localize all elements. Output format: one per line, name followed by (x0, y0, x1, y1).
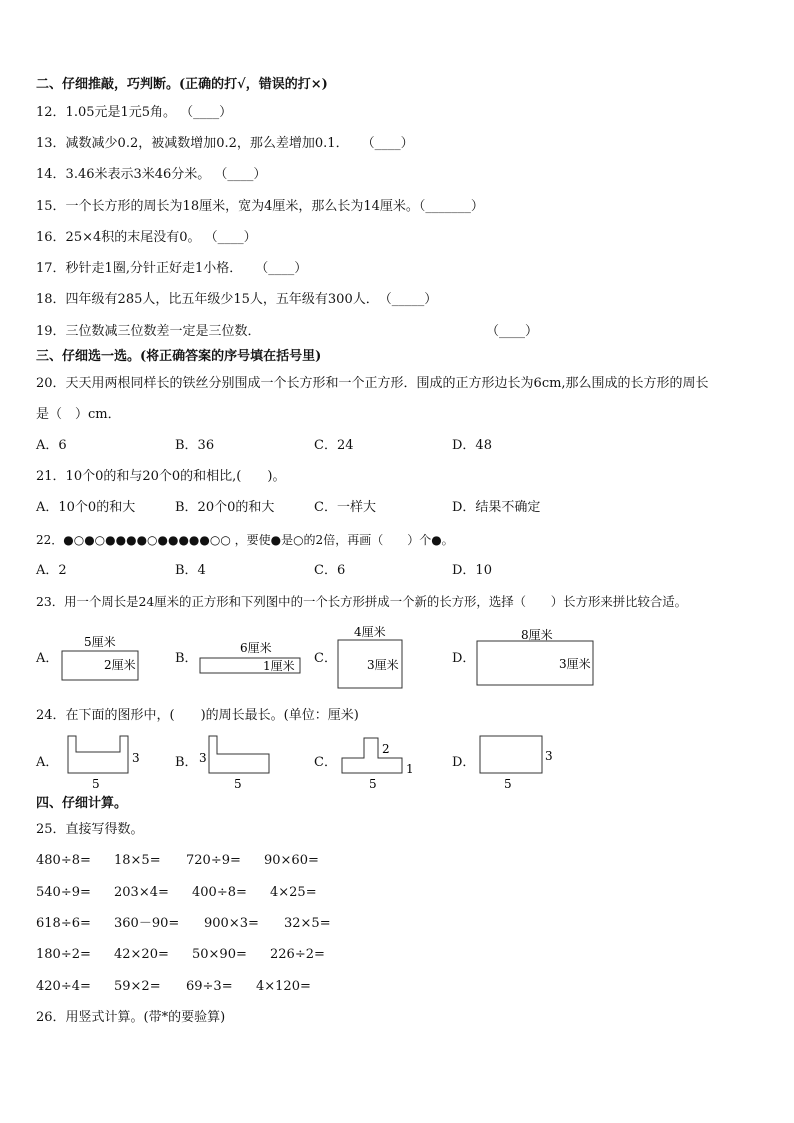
calc-item: 618÷6= (36, 916, 91, 931)
calc-item: 900×3= (204, 916, 259, 931)
calc-item: 226÷2= (270, 947, 325, 962)
question-18: 18．四年级有285人，比五年级少15人，五年级有300人． （_____） (36, 292, 438, 307)
calc-item: 180÷2= (36, 947, 91, 962)
q24-c-side-label: 2 (382, 742, 390, 756)
question-25: 25．直接写得数。 (36, 822, 144, 837)
q21-option-d: D．结果不确定 (452, 500, 541, 515)
question-20-line2: 是（ ）cm． (36, 407, 121, 422)
question-24: 24．在下面的图形中，( )的周长最长。(单位：厘米) (36, 708, 359, 723)
q23-fig-b-letter: B． (175, 651, 198, 666)
q23-rect-d (475, 627, 597, 689)
calc-item: 420÷4= (36, 979, 91, 994)
question-12: 12．1.05元是1元5角。 （____） (36, 105, 233, 120)
question-13: 13．减数减少0.2，被减数增加0.2，那么差增加0.1． （____） (36, 136, 414, 151)
q22-option-d: D．10 (452, 563, 492, 578)
q22-option-c: C．6 (314, 563, 346, 578)
question-21: 21．10个0的和与20个0的和相比,( )。 (36, 469, 286, 484)
calc-item: 59×2= (114, 979, 161, 994)
q23-d-side-label: 3厘米 (559, 657, 591, 671)
section-2-heading: 二、仔细推敲，巧判断。(正确的打√，错误的打×) (36, 77, 328, 92)
calc-item: 42×20= (114, 947, 169, 962)
q24-fig-c-letter: C． (314, 755, 337, 770)
q20-option-a: A．6 (36, 438, 67, 453)
calc-item: 90×60= (264, 853, 319, 868)
question-20-line1: 20．天天用两根同样长的铁丝分别围成一个长方形和一个正方形．围成的正方形边长为6cm,那么围成的长方形的周长 (36, 376, 709, 391)
q22-option-a: A．2 (36, 563, 67, 578)
question-14: 14．3.46米表示3米46分米。 （____） (36, 167, 267, 182)
calc-item: 720÷9= (186, 853, 241, 868)
q23-c-top-label: 4厘米 (354, 625, 386, 639)
question-22: 22．●○●○●●●●○●●●●●○○ ，要使●是○的2倍，再画（ ）个●。 (36, 533, 454, 547)
q23-a-side-label: 2厘米 (104, 658, 136, 672)
q23-fig-c-letter: C． (314, 651, 337, 666)
calc-item: 32×5= (284, 916, 331, 931)
q24-shape-d (476, 732, 566, 792)
q22-option-b: B．4 (175, 563, 206, 578)
calc-item: 18×5= (114, 853, 161, 868)
q24-d-side-label: 3 (545, 749, 553, 763)
q23-d-top-label: 8厘米 (521, 628, 553, 642)
q24-a-bottom-label: 5 (92, 777, 100, 791)
q21-option-c: C．一样大 (314, 500, 376, 515)
q24-shape-c (336, 732, 426, 792)
q23-rect-c (336, 624, 408, 692)
question-16: 16．25×4积的末尾没有0。 （____） (36, 230, 257, 245)
calc-item: 50×90= (192, 947, 247, 962)
q23-rect-a (60, 632, 140, 684)
question-17: 17．秒针走1圈,分针正好走1小格． （____） (36, 261, 308, 276)
q24-shape-b (197, 732, 287, 792)
question-19: 19．三位数减三位数差一定是三位数． (36, 324, 261, 339)
question-15: 15．一个长方形的周长为18厘米，宽为4厘米，那么长为14厘米。（_______） (36, 199, 484, 214)
calc-item: 540÷9= (36, 885, 91, 900)
calc-item: 360－90= (114, 916, 180, 931)
q24-fig-b-letter: B． (175, 755, 198, 770)
q24-fig-a-letter: A． (36, 755, 59, 770)
q24-shape-a (62, 732, 152, 792)
section-4-heading: 四、仔细计算。 (36, 796, 128, 811)
calc-item: 4×25= (270, 885, 317, 900)
q24-fig-d-letter: D． (452, 755, 476, 770)
q20-option-d: D．48 (452, 438, 492, 453)
question-26: 26．用竖式计算。(带*的要验算) (36, 1010, 226, 1025)
question-19-blank: （____） (486, 324, 539, 339)
q23-c-side-label: 3厘米 (367, 658, 399, 672)
q20-option-c: C．24 (314, 438, 354, 453)
calc-item: 4×120= (256, 979, 311, 994)
q24-c-bottom-label: 5 (369, 777, 377, 791)
q23-b-side-label: 1厘米 (263, 659, 295, 673)
calc-item: 69÷3= (186, 979, 233, 994)
q23-rect-b (198, 638, 304, 678)
q24-b-bottom-label: 5 (234, 777, 242, 791)
q24-b-side-label: 3 (199, 751, 207, 765)
question-23: 23．用一个周长是24厘米的正方形和下列图中的一个长方形拼成一个新的长方形，选择（ ）长方形来拼比较合适。 (36, 594, 688, 609)
q23-fig-d-letter: D． (452, 651, 476, 666)
q21-option-b: B．20个0的和大 (175, 500, 275, 515)
q23-b-top-label: 6厘米 (240, 641, 272, 655)
calc-item: 400÷8= (192, 885, 247, 900)
q24-c-side2-label: 1 (406, 762, 414, 776)
q23-a-top-label: 5厘米 (84, 635, 116, 649)
q21-option-a: A．10个0的和大 (36, 500, 136, 515)
q24-d-bottom-label: 5 (504, 777, 512, 791)
calc-item: 203×4= (114, 885, 169, 900)
section-3-heading: 三、仔细选一选。(将正确答案的序号填在括号里) (36, 349, 322, 364)
q24-a-side-label: 3 (132, 751, 140, 765)
q20-option-b: B．36 (175, 438, 215, 453)
q23-fig-a-letter: A． (36, 651, 59, 666)
calc-item: 480÷8= (36, 853, 91, 868)
